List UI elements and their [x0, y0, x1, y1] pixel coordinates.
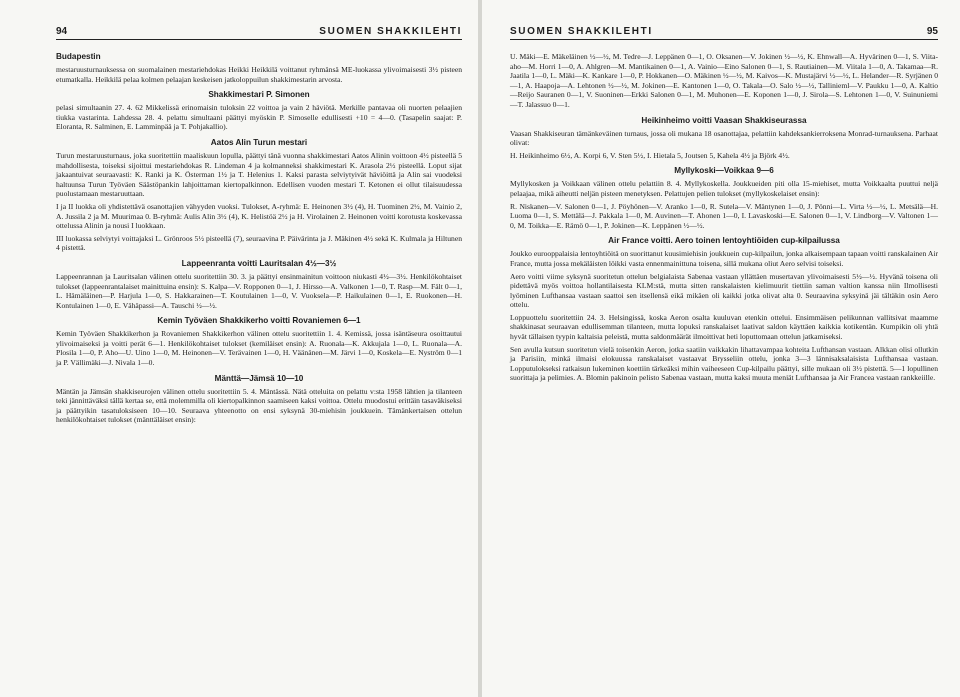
journal-title: SUOMEN SHAKKILEHTI: [319, 26, 462, 37]
paragraph: U. Mäki—E. Mäkeläinen ½—½, M. Tedre—J. Leppänen 0—1, O. Oksanen—V. Jokinen ½—½, K. Ehnwall—A. Hyvärinen 0—1, S. Viita-aho—M. Horri 1—0, A. Ahlgren—M. Mantikainen 0—1, A. Vainio—Eino Salonen 0—1, S. Rautiainen—M. Viitala 1—0, A. Takamaa—R. Jaatila 1—0, L. Mäki—K. Kankare 1—0, P. Hokkanen—O. Mäkinen ½—½, M. Kaivos—K. Mustajärvi ½—½, L. Helander—R. Syrjänen 0—1, A. Haapoja—A. Lehtonen ½—½, M. Jokinen—E. Kantonen 1—0, O. Takala—O. Salo ½—½, Tallinieml—V. Paukku 1—0, A. Kaltio—Reijo Sauranen 0—1, V. Suoninen—Erkki Salonen 0—1, M. Muhonen—E. Koponen 1—0, J. Sirola—S. Lehtonen 1—0, V. Suinuniemi—T. Jalassuo 0—1.: [510, 52, 938, 109]
paragraph: H. Heikinheimo 6½, A. Korpi 6, V. Sten 5½, I. Hietala 5, Joutsen 5, Kahela 4½ ja Björk 4½.: [510, 150, 790, 160]
paragraph: Joukko eurooppalaisia lentoyhtiöitä on suorittanut kuusimiehisin joukkuein cup-kilpailun, jonka alkaisempaan tapaan voitti ranskalainen Air France, mutta jossa mekäläisten löikki vasta ennenmainittuna toisena, sillä mukana oliut Aero selvisi toiseksi.: [510, 249, 938, 268]
paragraph: Loppuottelu suoritettiin 24. 3. Helsingissä, koska Aeron osalta kuuluvan etenkin ottelui. Ensimmäisen pelikunnan vallitsivat maamme shakkinasat seuraavan edullisemman tilanteen, mutta lopuksi ranskalaiset laativat saldon käyttäen kaikkia kotikentän. Kumpikin oli yhtä hyvät tällaisen tyypin kaltaisia peleistä, mutta saldonmäärät ilmoittivat heti loputtomaan ottelun jatkamiseksi.: [510, 312, 938, 342]
paragraph: I ja II luokka oli yhdistettävä osanottajien vähyyden vuoksi. Tulokset, A-ryhmä: E. Heinonen 3½ (4), H. Tuominen 2½, M. Vainio 2, A. Jussila 2 ja M. Muurimaa 0. B-ryhmä: Aulis Alin 3½ (4), K. Helistöä 2½ ja H. Virolainen 2. Heinonen voitti korotusta koskevassa ottelussa Alinin ja nousi I luokkaan.: [56, 201, 462, 231]
paragraph: Sen avulla kutsun suoritetun vielä toisenkin Aeron, jotka saatiin vaikkakin lihattavampaa kohteita Lufthansan vastaan. Alkkan olisi ollutkin ja Parisiin, minkä ilmaisi elokuussa ranskalaiset vastaavat Brysseliin ottelu, jonka 3—3 lännisaksalaisista Lufthansaa vastaan. Lopputulokseksi ratkaisun lukeminen koettiin tärkeäksi mihin vaiheeseen Cup-kilpailu päättyi, sille mukaan oli 3½ pistettä. 5—1 lopullinen suorittaja ja pelimies. A. Blomin pakinoin pelisto Sabenaa vastaan, mutta kaksi muuta meniät Lufthansaa ja Air Francea vastaan rankkeiille.: [510, 344, 938, 383]
paragraph: mestaruusturnauksessa on suomalainen mestariehdokas Heikki Heikkilä voittanut ryhmänsä ME-luokassa ylivoimaisesti 3½ pisteen etumatkalla. Heikkilä pelaa kolmen pelaajan keskeisen jatkoloppuilun shakkimestarin arvosta.: [56, 65, 462, 84]
section-title-kemin: Kemin Työväen Shakkikerho voitti Rovaniemen 6—1: [157, 316, 361, 326]
section-title-vaasa: Heikinheimo voitti Vaasan Shakkiseurassa: [641, 115, 807, 125]
journal-title: SUOMEN SHAKKILEHTI: [510, 26, 653, 37]
right-page: [482, 0, 960, 697]
paragraph: Myllykosken ja Voikkaan välinen ottelu pelattiin 8. 4. Myllykoskella. Joukkueiden piti olla 15-miehiset, mutta Voikkaalta puuttui neljä pelaajaa, mikä aiheutti neljän pisteen menetyksen. Pelattujen pelien tulokset (myllykoskelaiset ensin):: [510, 179, 938, 198]
section-title-lappeenranta: Lappeenranta voitti Lauritsalan 4½—3½: [181, 258, 337, 268]
section-title-budapest: Budapestin: [56, 52, 101, 61]
paragraph: pelasi simultaanin 27. 4. 62 Mikkelissä erinomaisin tuloksin 22 voittoa ja vain 2 häviötä. Merkille pantavaa oli nuorten pelaajien tiukka vastarinta. Lahdessa 28. 4. pelattu simultaani päättyi myöskin P. Simoselle edullisesti +10 = 4—0. (Tasapelin saajat: P. Eloranta, R. Salminen, E. Lamminpää ja T. Pohjakallio).: [56, 103, 462, 132]
paragraph: Kemin Työväen Shakkikerhon ja Rovaniemen Shakkikerhon välinen ottelu suoritettiin 1. 4. Kemissä, jossa isäntäseura osoittautui ylivoimaiseksi ja voitti perät 6—1. Henkilökohtaiset tulokset (kemiläiset ensin): A. Ruonala—K. Akkujala 1—0, L. Ruonala—A. Plosila 1—0, P. Aho—U. Uino 1—0, M. Heinonen—V. Terävainen 1—0, H. Väänänen—M. Järvi 1—0, Koskela—E. Nyström 0—1 ja P. Vällimäki—J. Nivala 1—0.: [56, 329, 462, 368]
section-title-air-france: Air France voitti. Aero toinen lentoyhtiöiden cup-kilpailussa: [608, 236, 840, 246]
left-page: [0, 0, 478, 697]
paragraph: Mäntän ja Jämsän shakkiseurojen välinen ottelu suoritettiin 5. 4. Mäntässä. Nätä otteluita on pelattu v:sta 1958 lähtien ja tilanteen teki jännittäväksi tällä kertaa se, että molemmilla oli kiertopalkinnon saamiseen kaksi voittoa. Ottelu muodostui erittäin tasaväkiseksi ja päättyikin tasatuloksiseen 10—10. Seuraava yhteenotto on ensi syksynä 30-miehisin joukkuein. Tämänkertaisen ottelun henkilökohtaiset tulokset (mänttäläiset ensin):: [56, 386, 462, 425]
page-number: 94: [56, 26, 68, 37]
paragraph: Vaasan Shakkiseuran tämänkeväinen turnaus, jossa oli mukana 18 osanottajaa, pelattiin kahdeksankierroksena Monrad-turnauksena. Parhaat olivat:: [510, 128, 938, 148]
paragraph: Turun mestaruusturnaus, joka suoritettiin maaliskuun lopulla, päättyi tänä vuonna shakkimestari Aatos Alinin voittoon 4½ pisteellä 5 mahdollisesta, toiseksi sijoittui mestariehdokas R. Lindeman 4 ja kolmanneksi shakkimestari K. Arasola 2½ pisteellä. Loput sijat jakaantuivat seuraavasti: K. Ranki ja K. Österman 1½ ja T. Helenius 1. Kaksi parasta selviytyivät häviöittä ja Alin sai vuodeksi haltuunsa Turun Työväen Säästöpankin lahjoittaman kiertopalkinnon. Edellisen vuoden mestari T. Ketonen ei ollut tilaisuudessa puolustamaan mestaruuttaan.: [56, 150, 462, 199]
paragraph: Lappeenrannan ja Lauritsalan välinen ottelu suoritettiin 30. 3. ja päättyi ensinmainitun voittoon niukasti 4½—3½. Henkilökohtaiset tulokset (lappeenrantalaiset mainittuina ensin): S. Kalpa—V. Ropponen 0—1, J. Hirsso—A. Valkonen 1—0, T. Rasp—M. Fält 0—1, L. Hämäläinen—P. Harjula 1—0, S. Hakkarainen—T. Koutulainen 1—0, V. Vuoksela—P. Haikulainen 0—1, E. Ruokonen—H. Kontulainen 1—0, E. Vähäpassi—A. Tauschi ½—½.: [56, 271, 462, 310]
paragraph: Aero voitti viime syksynä suoritetun ottelun belgialaista Sabenaa vastaan yllättäen musertavan ylivoimaisesti 5½—½. Hyvänä toisena oli pidettävä myös voittoa hollantilaisesta KLM:stä, mutta sitten ranskalaisten kielimuurit tiettiin saman valtion kanssa niin Ilmollisesti lyöminen Lufthansaa vastaan saattoi sen itsellensä eikä mikäen oli kaikki jotka olivat alta 0. Seuraavina syksyinä jäi tältäkin osin Aero ottelu.: [510, 271, 938, 310]
page-number: 95: [926, 26, 938, 37]
section-title-mantta: Mänttä—Jämsä 10—10: [214, 373, 304, 383]
paragraph: R. Niskanen—V. Salonen 0—1, J. Pöyhönen—V. Aranko 1—0, R. Sutela—V. Mäntynen 1—0, J. Pönni—L. Virta ½—½, L. Metsälä—H. Luoma 0—1, S. Mettälä—J. Pakkala 1—0, M. Auvinen—T. Ahonen 1—0, I. Lavaskoski—E. Salonen 0—1, V. Lindborg—V. Valtonen 1—0, M. Toikka—E. Rämö 0—1, P. Jokinen—K. Leppänen ½—½.: [510, 201, 938, 230]
paragraph: III luokassa selviytyi voittajaksi L. Grönroos 5½ pisteellä (7), seuraavina P. Päivärinta ja J. Mäkinen 4½ sekä K. Kulmala ja Hiltunen 4 pistettä.: [56, 233, 462, 253]
left-running-head: [56, 26, 462, 40]
right-running-head: [510, 26, 938, 40]
section-title-turku: Aatos Alin Turun mestari: [210, 137, 308, 147]
section-title-simonen: Shakkimestari P. Simonen: [208, 90, 310, 100]
section-title-myllykoski: Myllykoski—Voikkaa 9—6: [674, 166, 774, 176]
